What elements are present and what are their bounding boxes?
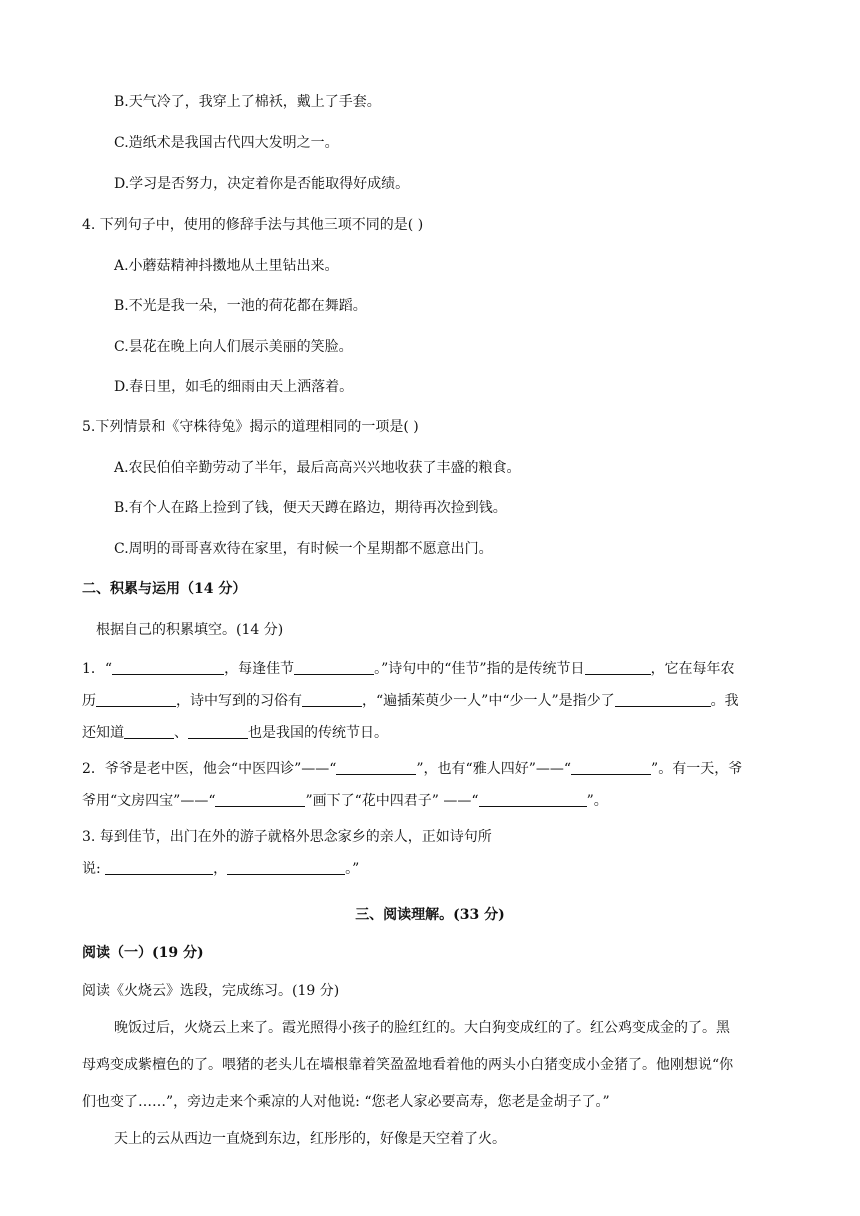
q3-option-d: D.学习是否努力，决定着你是否能取得好成绩。 [114, 176, 410, 192]
q5-option-b: B.有个人在路上捡到了钱，便天天蹲在路边，期待再次捡到钱。 [114, 500, 507, 516]
q4-option-c: C.昙花在晚上向人们展示美丽的笑脸。 [114, 339, 353, 355]
answer-blank[interactable] [585, 659, 651, 675]
passage-para1-line2: 母鸡变成紫檀色的了。喂猪的老头儿在墙根靠着笑盈盈地看着他的两头小白猪变成小金猪了。他刚想说“你 [82, 1057, 734, 1073]
q4-stem: 4. 下列句子中，使用的修辞手法与其他三项不同的是( ) [82, 217, 424, 233]
q5-option-c: C.周明的哥哥喜欢待在家里，有时候一个星期都不愿意出门。 [114, 541, 493, 557]
answer-blank[interactable] [227, 859, 345, 875]
answer-blank[interactable] [215, 791, 305, 807]
q4-option-d: D.春日里，如毛的细雨由天上洒落着。 [114, 379, 354, 395]
answer-blank[interactable] [96, 691, 176, 707]
answer-blank[interactable] [571, 759, 651, 775]
answer-blank[interactable] [294, 659, 374, 675]
q4-option-a: A.小蘑菇精神抖擞地从土里钻出来。 [114, 258, 339, 274]
q5-option-a: A.农民伯伯辛勤劳动了半年，最后高高兴兴地收获了丰盛的粮食。 [114, 460, 521, 476]
answer-blank[interactable] [302, 691, 362, 707]
answer-blank[interactable] [112, 659, 224, 675]
answer-blank[interactable] [336, 759, 416, 775]
q5-stem: 5.下列情景和《守株待兔》揭示的道理相同的一项是( ) [82, 419, 419, 435]
answer-blank[interactable] [105, 859, 213, 875]
answer-blank[interactable] [615, 691, 711, 707]
fill-q3-line2: 说: ， 。” [82, 861, 360, 877]
q3-option-c: C.造纸术是我国古代四大发明之一。 [114, 135, 339, 151]
passage-para1-line3: 们也变了……”，旁边走来个乘凉的人对他说: “您老人家必要高寿，您老是金胡子了。” [82, 1094, 610, 1110]
reading1-title: 阅读（一）(19 分) [82, 945, 204, 961]
fill-q2-line2: 爷用“文房四宝”——“ ”画下了“花中四君子” ——“ ”。 [82, 793, 608, 809]
passage-para2: 天上的云从西边一直烧到东边，红彤彤的，好像是天空着了火。 [114, 1131, 506, 1147]
fill-q2-line1: 2．爷爷是老中医，他会“中医四诊”——“ ”，也有“雅人四好”——“ ”。有一天，爷 [82, 761, 743, 777]
fill-q1-line1: 1．“ ，每逢佳节 。”诗句中的“佳节”指的是传统节日 ，它在每年农 [82, 661, 735, 677]
answer-blank[interactable] [124, 723, 174, 739]
section3-title: 三、阅读理解。(33 分) [355, 907, 505, 923]
reading1-instruction: 阅读《火烧云》选段，完成练习。(19 分) [82, 983, 340, 999]
section2-title: 二、积累与运用（14 分） [82, 581, 247, 597]
answer-blank[interactable] [188, 723, 248, 739]
q3-option-b: B.天气冷了，我穿上了棉袄，戴上了手套。 [114, 94, 381, 110]
q4-option-b: B.不光是我一朵，一池的荷花都在舞蹈。 [114, 298, 367, 314]
fill-q3-line1: 3. 每到佳节，出门在外的游子就格外思念家乡的亲人，正如诗句所 [82, 829, 492, 845]
section2-instruction: 根据自己的积累填空。(14 分) [96, 622, 284, 638]
answer-blank[interactable] [479, 791, 587, 807]
fill-q1-line3: 还知道 、 也是我国的传统节日。 [82, 725, 388, 741]
fill-q1-line2: 历 ，诗中写到的习俗有 ，“遍插茱萸少一人”中“少一人”是指少了 。我 [82, 693, 739, 709]
passage-para1-line1: 晚饭过后，火烧云上来了。霞光照得小孩子的脸红红的。大白狗变成红的了。红公鸡变成金的了。黑 [114, 1020, 730, 1036]
